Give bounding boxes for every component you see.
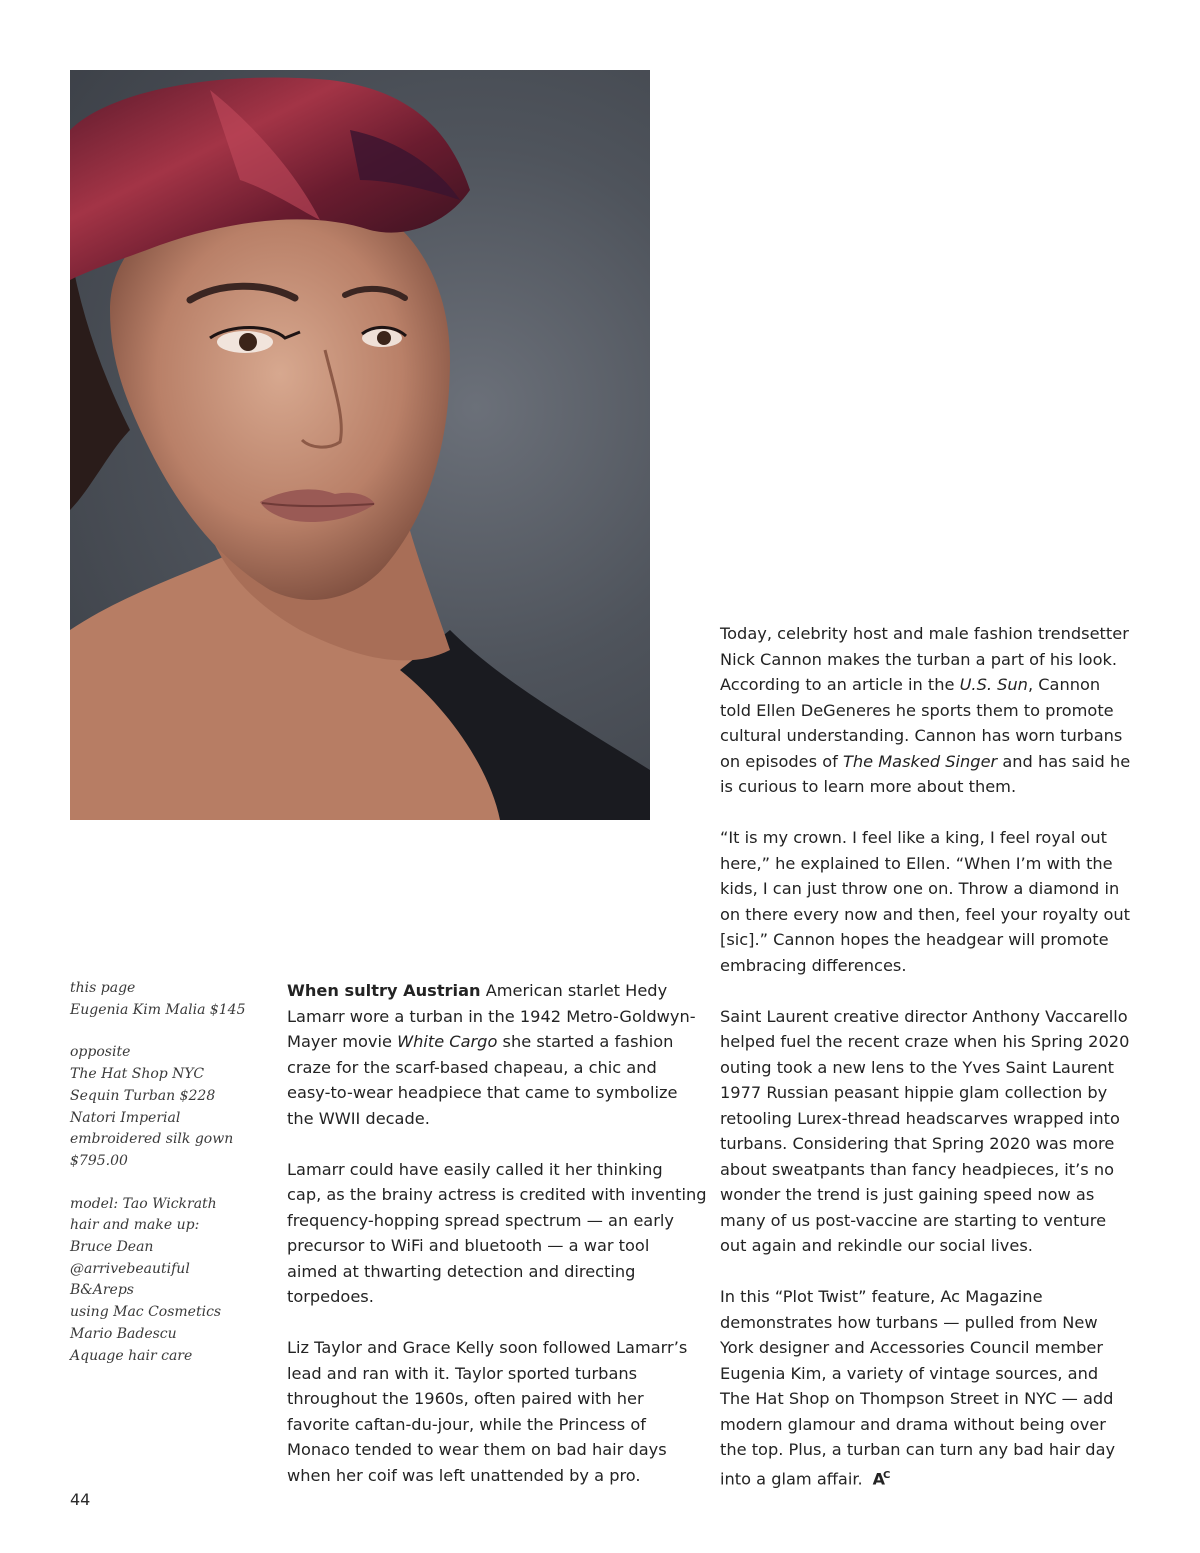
text-run: into a glam affair.	[720, 1468, 863, 1488]
text-line: cap, as the brainy actress is credited with inventing	[287, 1185, 707, 1204]
show-title: The Masked Singer	[842, 751, 998, 771]
text-line: Monaco tended to wear them on bad hair days	[287, 1440, 667, 1459]
credits-opposite	[70, 1042, 260, 1172]
text-line: Eugenia Kim, a variety of vintage sources, and	[720, 1363, 1099, 1383]
text-line: on there every now and then, feel your royalty out	[720, 904, 1131, 924]
text-line: embracing differences.	[720, 955, 907, 975]
text-line: 1977 Russian peasant hippie glam collection by	[720, 1083, 1108, 1102]
credit-line: embroidered silk gown	[70, 1131, 234, 1148]
article-column-right	[720, 621, 1138, 1517]
text-line: the WWII decade.	[287, 1108, 430, 1128]
credit-line: B&Areps	[70, 1282, 134, 1299]
text-line: wonder the trend is just gaining speed now as	[720, 1185, 1095, 1204]
credit-line: using Mac Cosmetics	[70, 1304, 222, 1321]
credit-line: Mario Badescu	[70, 1325, 177, 1342]
text-line: here,” he explained to Ellen. “When I’m with the	[720, 853, 1113, 873]
credit-line: Natori Imperial	[70, 1109, 181, 1126]
text-line	[720, 1463, 1138, 1492]
text-line: “It is my crown. I feel like a king, I feel royal out	[720, 828, 1107, 847]
text-line: Lamarr could have easily called it her thinking	[287, 1159, 663, 1179]
text-line: precursor to WiFi and bluetooth — a war tool	[287, 1236, 650, 1255]
text-line: Today, celebrity host and male fashion trendsetter	[720, 624, 1129, 643]
text-line: kids, I can just throw one on. Throw a diamond in	[720, 879, 1120, 898]
credit-line: opposite	[70, 1044, 131, 1061]
text-line: helped fuel the recent craze when his Spring 2020	[720, 1032, 1130, 1051]
logo-letter: A	[872, 1468, 884, 1488]
text-line	[287, 978, 705, 1004]
page-number: 44	[70, 1490, 91, 1509]
text-line: The Hat Shop on Thompson Street in NYC — add	[720, 1389, 1114, 1408]
text-line: cultural understanding. Cannon has worn turbans	[720, 726, 1123, 745]
text-line	[720, 672, 1138, 698]
text-line: the top. Plus, a turban can turn any bad hair day	[720, 1440, 1116, 1459]
credit-line: this page	[70, 980, 136, 996]
credits-this-page	[70, 978, 260, 1021]
text-run: American starlet Hedy	[480, 981, 668, 1000]
paragraph-1	[287, 978, 705, 1131]
credit-line: The Hat Shop NYC	[70, 1066, 205, 1083]
credit-line: Aquage hair care	[70, 1347, 193, 1364]
text-run: Mayer movie	[287, 1032, 398, 1051]
text-line: throughout the 1960s, often paired with her	[287, 1389, 644, 1408]
credit-line: Bruce Dean	[70, 1239, 154, 1256]
logo-letter: C	[883, 1469, 889, 1481]
text-line: [sic].” Cannon hopes the headgear will promote	[720, 930, 1109, 949]
text-line: when her coif was left unattended by a pro.	[287, 1465, 641, 1485]
text-run: she started a fashion	[497, 1032, 674, 1051]
text-line: many of us post-vaccine are starting to venture	[720, 1210, 1107, 1230]
text-run: and has said he	[997, 751, 1131, 771]
text-line: Liz Taylor and Grace Kelly soon followed Lamarr’s	[287, 1338, 688, 1357]
credit-line: model: Tao Wickrath	[70, 1195, 217, 1212]
text-line	[287, 1029, 705, 1055]
paragraph-5	[720, 825, 1138, 978]
credit-line: $795.00	[70, 1152, 128, 1169]
credits-team	[70, 1194, 260, 1368]
text-line: Lamarr wore a turban in the 1942 Metro-Goldwyn-	[287, 1006, 696, 1026]
text-line: favorite caftan-du-jour, while the Princess of	[287, 1414, 646, 1434]
text-line: York designer and Accessories Council member	[720, 1338, 1104, 1357]
credit-line: Sequin Turban $228	[70, 1087, 216, 1104]
text-line: frequency-hopping spread spectrum — an early	[287, 1210, 674, 1230]
text-run: on episodes of	[720, 751, 843, 771]
ac-logo-icon	[873, 1463, 889, 1492]
article-column-middle	[287, 978, 705, 1514]
text-run: , Cannon	[1027, 675, 1101, 694]
text-line: In this “Plot Twist” feature, Ac Magazine	[720, 1287, 1043, 1306]
photo-credits	[70, 978, 260, 1388]
paragraph-3	[287, 1335, 705, 1488]
text-run: According to an article in the	[720, 675, 960, 694]
film-title: White Cargo	[397, 1032, 498, 1051]
text-line	[720, 749, 1138, 775]
text-line: torpedoes.	[287, 1287, 374, 1306]
credit-line: hair and make up:	[70, 1217, 200, 1234]
text-line: outing took a new lens to the Yves Saint Laurent	[720, 1057, 1114, 1077]
text-line: lead and ran with it. Taylor sported turbans	[287, 1363, 638, 1383]
text-line: demonstrates how turbans — pulled from New	[720, 1312, 1098, 1332]
text-line: Nick Cannon makes the turban a part of his look.	[720, 649, 1117, 669]
portrait-illustration	[70, 70, 650, 820]
text-line: about sweatpants than fancy headpieces, it’s no	[720, 1159, 1115, 1179]
credit-line: @arrivebeautiful	[70, 1260, 190, 1277]
text-line: aimed at thwarting detection and directing	[287, 1261, 636, 1281]
portrait-photo	[70, 70, 650, 820]
text-line: craze for the scarf-based chapeau, a chic and	[287, 1057, 657, 1077]
text-line: easy-to-wear headpiece that came to symbolize	[287, 1083, 678, 1102]
text-line: Saint Laurent creative director Anthony Vaccarello	[720, 1006, 1128, 1026]
lead-in: When sultry Austrian	[287, 981, 481, 1000]
text-line: out again and rekindle our social lives.	[720, 1236, 1033, 1255]
text-line: modern glamour and drama without being over	[720, 1414, 1106, 1434]
paragraph-2	[287, 1157, 705, 1310]
credit-line: Eugenia Kim Malia $145	[70, 1001, 246, 1018]
text-line: retooling Lurex-thread headscarves wrapped into	[720, 1108, 1120, 1128]
paragraph-4	[720, 621, 1138, 800]
text-line: turbans. Considering that Spring 2020 was more	[720, 1134, 1115, 1153]
text-line: is curious to learn more about them.	[720, 777, 1017, 796]
paragraph-6	[720, 1004, 1138, 1259]
text-line: told Ellen DeGeneres he sports them to promote	[720, 700, 1114, 720]
publication-title: U.S. Sun	[959, 675, 1028, 694]
paragraph-7	[720, 1284, 1138, 1491]
